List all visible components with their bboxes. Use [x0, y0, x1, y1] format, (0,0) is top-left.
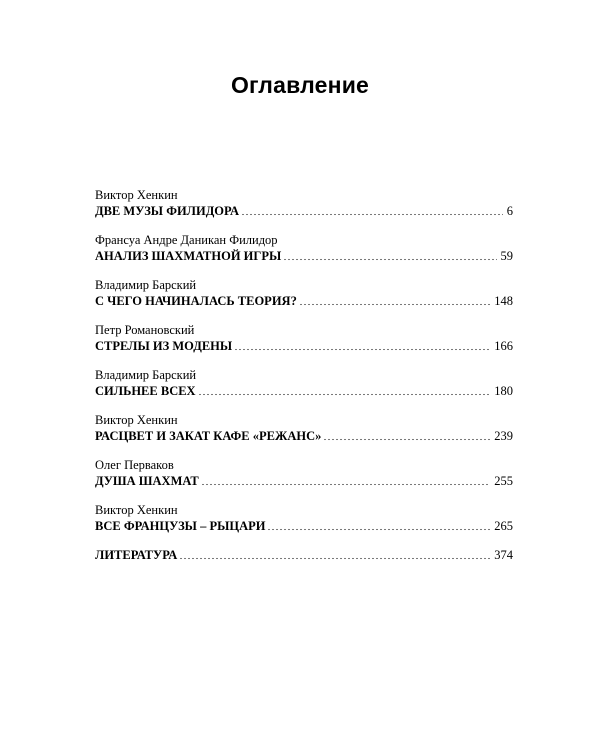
toc-line: [95, 473, 513, 490]
dot-leader: [179, 548, 490, 560]
toc-title: АНАЛИЗ ШАХМАТНОЙ ИГРЫ: [95, 249, 282, 263]
toc-author: Франсуа Андре Даникан Филидор: [95, 233, 278, 247]
toc-entry: [95, 232, 513, 277]
toc-title: СИЛЬНЕЕ ВСЕХ: [95, 384, 196, 398]
toc-line: [95, 203, 513, 220]
toc-title: СТРЕЛЫ ИЗ МОДЕНЫ: [95, 339, 233, 353]
toc-author: Виктор Хенкин: [95, 503, 178, 517]
toc-line: [95, 248, 513, 265]
dot-leader: [201, 474, 491, 486]
toc-entry: [95, 322, 513, 367]
toc-line: [95, 383, 513, 400]
dot-leader: [241, 204, 503, 216]
dot-leader: [234, 339, 490, 351]
toc-author: Владимир Барский: [95, 368, 197, 382]
toc-line: [95, 547, 513, 564]
dot-leader: [267, 519, 490, 531]
toc-entry: [95, 367, 513, 412]
toc-author: Виктор Хенкин: [95, 413, 178, 427]
toc-line: [95, 518, 513, 535]
toc-author: Владимир Барский: [95, 278, 197, 292]
toc-page-number: 374: [494, 548, 513, 562]
toc-title: ЛИТЕРАТУРА: [95, 548, 178, 562]
toc-entry: [95, 457, 513, 502]
toc-title: ДВЕ МУЗЫ ФИЛИДОРА: [95, 204, 240, 218]
toc-page-number: 148: [494, 294, 513, 308]
toc-page-number: 255: [494, 474, 513, 488]
toc-page-number: 265: [494, 519, 513, 533]
page-title: Оглавление: [230, 72, 370, 98]
toc-page-number: 166: [494, 339, 513, 353]
toc-line: [95, 338, 513, 355]
toc-page-number: 59: [500, 249, 513, 263]
toc-title: С ЧЕГО НАЧИНАЛАСЬ ТЕОРИЯ?: [95, 294, 297, 308]
toc-entry: [95, 277, 513, 322]
toc-author: Виктор Хенкин: [95, 188, 178, 202]
toc-author: Олег Перваков: [95, 458, 174, 472]
toc-entry: [95, 187, 513, 232]
toc-page-number: 6: [506, 204, 513, 218]
toc-title: РАСЦВЕТ И ЗАКАТ КАФЕ «РЕЖАНС»: [95, 429, 322, 443]
toc-page-number: 180: [494, 384, 513, 398]
dot-leader: [299, 294, 490, 306]
table-of-contents: [95, 187, 513, 564]
toc-page-number: 239: [494, 429, 513, 443]
toc-entry-bibliography: [95, 547, 513, 564]
toc-entry: [95, 412, 513, 457]
dot-leader: [198, 384, 491, 396]
toc-title: ВСЕ ФРАНЦУЗЫ – РЫЦАРИ: [95, 519, 266, 533]
toc-author: Петр Романовский: [95, 323, 195, 337]
dot-leader: [323, 429, 490, 441]
dot-leader: [283, 249, 496, 261]
toc-title: ДУША ШАХМАТ: [95, 474, 199, 488]
toc-line: [95, 428, 513, 445]
toc-entry: [95, 502, 513, 547]
toc-line: [95, 293, 513, 310]
